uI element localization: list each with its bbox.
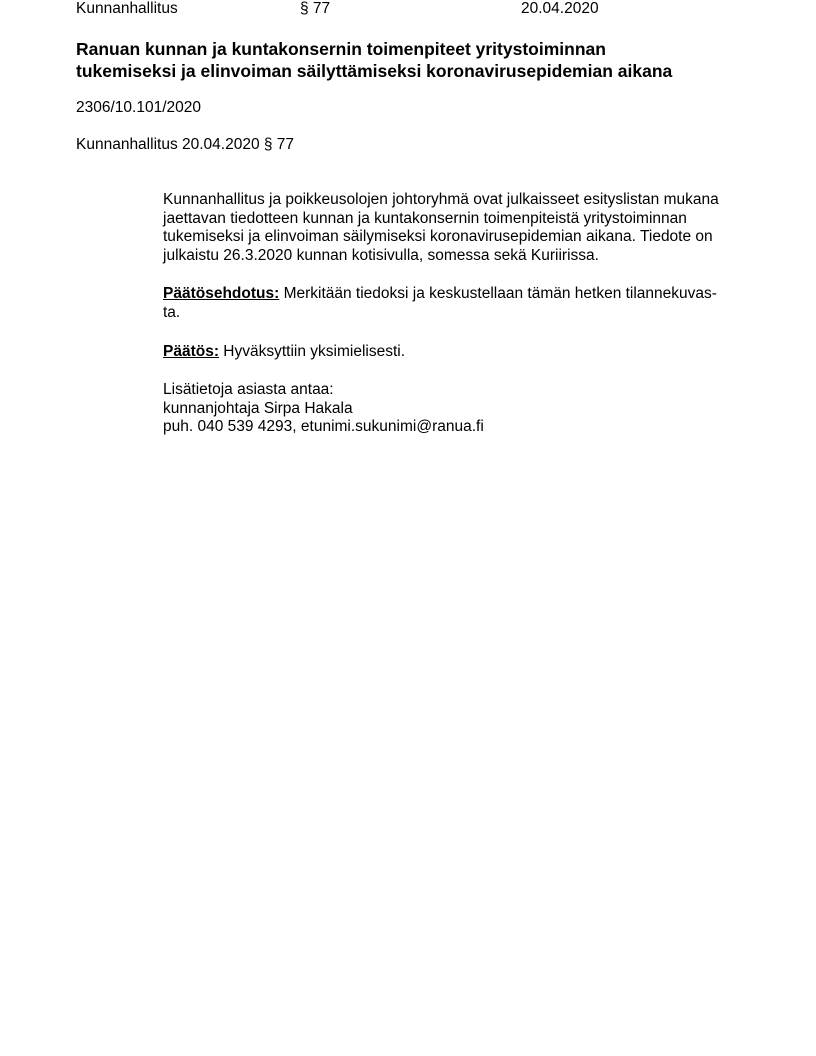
contact-intro: Lisätietoja asiasta antaa: bbox=[163, 381, 334, 399]
body-line: Kunnanhallitus ja poikkeusolojen johtoryhmä ovat julkaisseet esityslistan mukana bbox=[163, 191, 719, 208]
meeting-reference: Kunnanhallitus 20.04.2020 § 77 bbox=[76, 136, 295, 153]
case-number: 2306/10.101/2020 bbox=[76, 99, 201, 116]
contact-person: kunnanjohtaja Sirpa Hakala bbox=[163, 399, 353, 417]
title-line-1: Ranuan kunnan ja kuntakonsernin toimenpiteet yritystoiminnan bbox=[76, 39, 606, 59]
proposal-text-line-1: Merkitään tiedoksi ja keskustellaan tämän hetken tilannekuvas- bbox=[279, 285, 717, 303]
body-paragraph bbox=[163, 191, 743, 265]
decision-text: Hyväksyttiin yksimielisesti. bbox=[219, 342, 406, 360]
body-line: jaettavan tiedotteen kunnan ja kuntakonsernin toimenpiteistä yritystoiminnan bbox=[163, 209, 687, 227]
header-paragraph-number: § 77 bbox=[300, 0, 331, 17]
body-line: julkaistu 26.3.2020 kunnan kotisivulla, somessa sekä Kuriirissa. bbox=[163, 246, 599, 264]
contact-info bbox=[163, 381, 743, 437]
body-line: tukemiseksi ja elinvoiman säilymiseksi koronavirusepidemian aikana. Tiedote on bbox=[163, 228, 713, 246]
document-title bbox=[76, 38, 776, 82]
proposal-label: Päätösehdotus: bbox=[163, 285, 280, 303]
decision-label: Päätös: bbox=[163, 342, 219, 360]
header-date: 20.04.2020 bbox=[521, 0, 599, 17]
proposal-paragraph bbox=[163, 285, 743, 322]
decision-paragraph bbox=[163, 343, 743, 362]
document-body bbox=[163, 191, 743, 437]
header-body-name: Kunnanhallitus bbox=[76, 0, 178, 17]
proposal-text-line-2: ta. bbox=[163, 303, 181, 321]
title-line-2: tukemiseksi ja elinvoiman säilyttämiseksi koronavirusepidemian aikana bbox=[76, 61, 673, 81]
contact-details: puh. 040 539 4293, etunimi.sukunimi@ranua.fi bbox=[163, 418, 484, 436]
